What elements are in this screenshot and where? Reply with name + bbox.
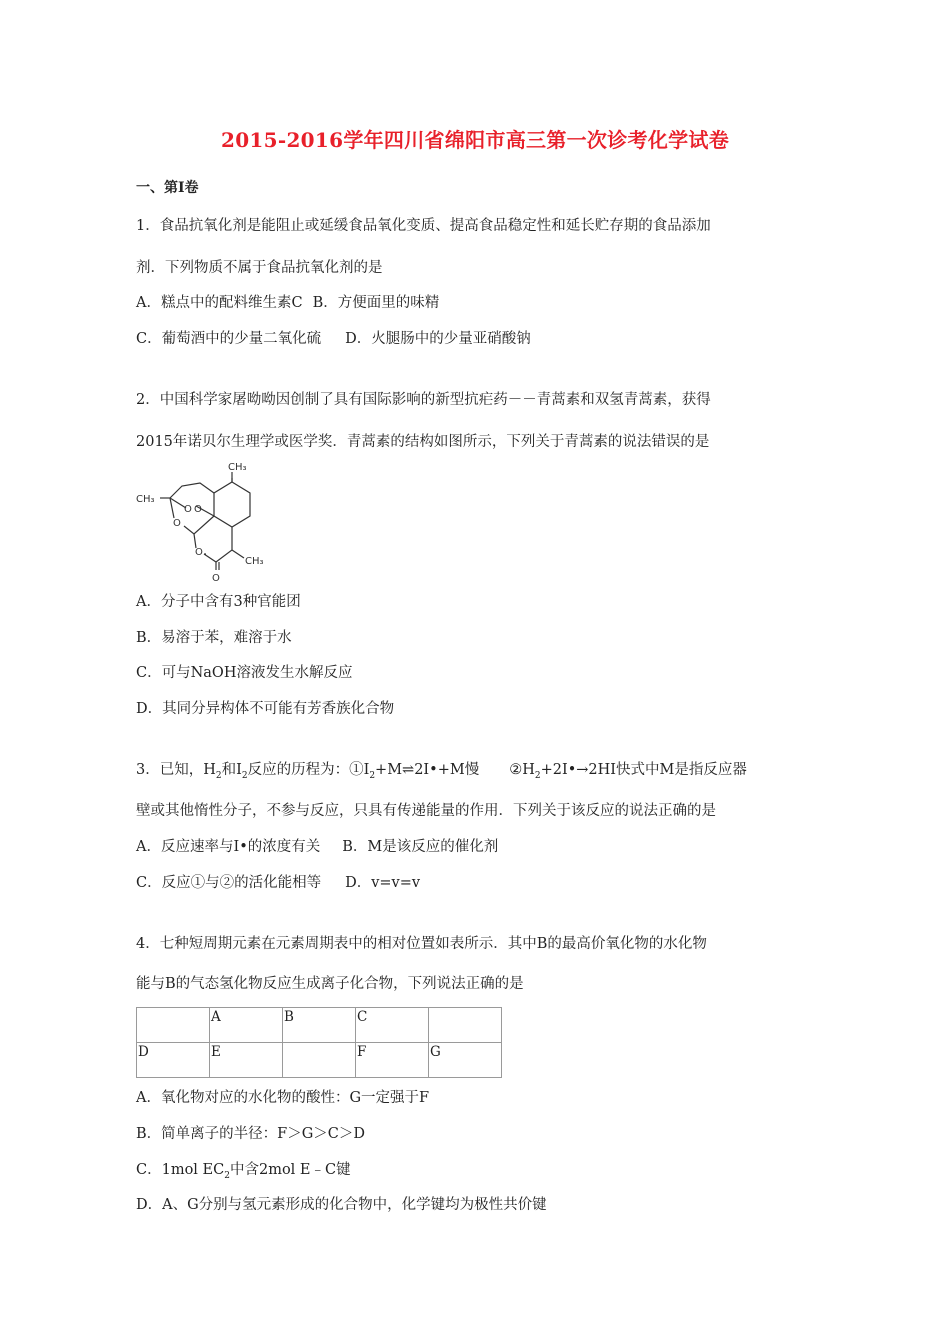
q3-text: 和I (221, 762, 242, 778)
table-row (137, 1043, 502, 1078)
q3-option-d: D．v=v=v (345, 875, 421, 891)
table-cell: D (137, 1043, 210, 1078)
q1-option-d: D．火腿肠中的少量亚硝酸钠 (345, 331, 531, 347)
q3-options-ab (136, 835, 498, 856)
q2-stem-line1: 2．中国科学家屠呦呦因创制了具有国际影响的新型抗疟药－－青蒿素和双氢青蒿素，获得 (136, 392, 711, 408)
q3-sub: 2 (369, 770, 376, 781)
q3-options-cd (136, 871, 420, 892)
table-cell: F (356, 1043, 429, 1078)
q4-option-c (136, 1158, 351, 1181)
q2-option-b: B．易溶于苯，难溶于水 (136, 630, 292, 646)
q1-stem-line1: 1．食品抗氧化剂是能阻止或延缓食品氧化变质、提高食品稳定性和延长贮存期的食品添加 (136, 218, 711, 234)
q4-option-a: A．氧化物对应的水化物的酸性：G一定强于F (136, 1090, 430, 1106)
q3-stem-line1 (136, 758, 747, 781)
table-cell: B (283, 1008, 356, 1043)
section-heading: 一、第Ⅰ卷 (136, 180, 199, 196)
q4-option-b: B．简单离子的半径：F＞G＞C＞D (136, 1126, 366, 1142)
q2-option-a: A．分子中含有3种官能团 (136, 594, 301, 610)
peroxide-o1-label: O (184, 504, 192, 515)
q4-option-d: D．A、G分别与氢元素形成的化合物中，化学键均为极性共价键 (136, 1197, 547, 1213)
page-title: 2015-2016学年四川省绵阳市高三第一次诊考化学试卷 (220, 128, 730, 152)
table-row (137, 1008, 502, 1043)
q3-option-c: C．反应①与②的活化能相等 (136, 875, 322, 891)
q1-options-ab (136, 291, 439, 312)
q1-options-cd (136, 327, 531, 348)
q1-option-c: C．葡萄酒中的少量二氧化硫 (136, 331, 322, 347)
table-cell: E (210, 1043, 283, 1078)
ch3-top-label: CH₃ (228, 462, 247, 473)
table-cell (429, 1008, 502, 1043)
q3-sub: 2 (534, 770, 541, 781)
lactone-o-label: O (195, 547, 203, 558)
q1-stem-line2: 剂．下列物质不属于食品抗氧化剂的是 (136, 260, 383, 276)
q4-stem-line1: 4．七种短周期元素在元素周期表中的相对位置如表所示．其中B的最高价氧化物的水化物 (136, 936, 707, 952)
q2-option-d: D．其同分异构体不可能有芳香族化合物 (136, 701, 395, 717)
q3-text: 反应的历程为：①I (247, 762, 370, 778)
q3-step2: +2I•→2HI快式中M是指反应器 (540, 762, 747, 778)
q4-option-c-text: C．1mol EC (136, 1162, 225, 1178)
table-cell: G (429, 1043, 502, 1078)
table-cell (137, 1008, 210, 1043)
peroxide-o2-label: O (194, 504, 202, 515)
artemisinin-structure (134, 458, 270, 584)
q3-stem-line2: 壁或其他惰性分子，不参与反应，只具有传递能量的作用．下列关于该反应的说法正确的是 (136, 803, 716, 819)
ch3-left-label: CH₃ (136, 494, 155, 505)
q4-option-c-sub: 2 (224, 1170, 230, 1181)
q3-option-a: A．反应速率与I•的浓度有关 (136, 839, 321, 855)
q3-text: ②H (509, 762, 535, 778)
q3-sub: 2 (215, 770, 222, 781)
table-cell (283, 1043, 356, 1078)
q1-option-a: A．糕点中的配料维生素C (136, 295, 303, 311)
periodic-table-excerpt (136, 1007, 502, 1078)
q4-stem-line2: 能与B的气态氢化物反应生成离子化合物，下列说法正确的是 (136, 976, 524, 992)
ring-o-label: O (173, 518, 181, 529)
q3-step1: +M⇌2I•+M慢 (375, 762, 480, 778)
q1-option-b: B．方便面里的味精 (312, 295, 440, 311)
q2-stem-line2: 2015年诺贝尔生理学或医学奖．青蒿素的结构如图所示，下列关于青蒿素的说法错误的是 (136, 434, 710, 450)
carbonyl-o-label: O (212, 573, 220, 584)
q4-option-c-text: 中含2mol E﹣C键 (229, 1162, 351, 1178)
q3-sub: 2 (241, 770, 248, 781)
table-cell: A (210, 1008, 283, 1043)
q2-option-c: C．可与NaOH溶液发生水解反应 (136, 665, 353, 681)
table-cell: C (356, 1008, 429, 1043)
q3-option-b: B．M是该反应的催化剂 (342, 839, 499, 855)
q3-text: 3．已知，H (136, 762, 216, 778)
ch3-right-label: CH₃ (245, 556, 264, 567)
